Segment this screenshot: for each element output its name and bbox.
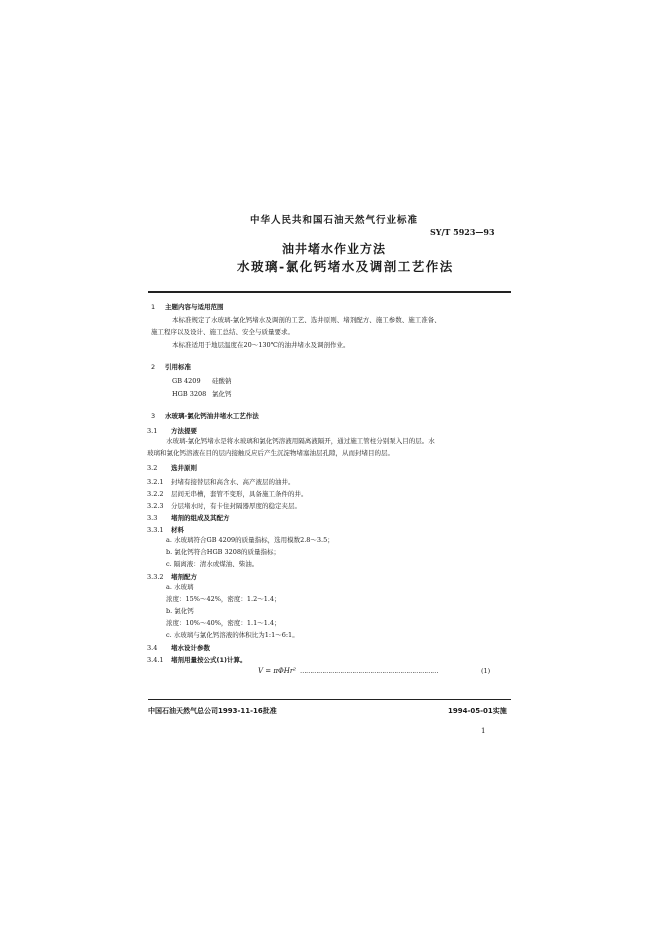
list-item (147, 477, 295, 486)
formula-line: a. 水玻璃 (166, 583, 194, 591)
subsection-3-3-heading (147, 513, 230, 522)
section-1-para1-line1: 本标准规定了水玻璃-氯化钙堵水及调剖的工艺、选井原则、堵剂配方、施工参数、施工准备、 (172, 316, 441, 324)
section-number: 2 (151, 363, 156, 371)
subsection-number: 3.1 (147, 427, 158, 435)
section-title: 主题内容与适用范围 (165, 303, 224, 311)
subsection-3-2-heading (147, 463, 197, 472)
reference-code: GB 4209 (172, 377, 201, 385)
reference-name: 氯化钙 (212, 390, 232, 398)
standard-type: 中华人民共和国石油天然气行业标准 (250, 215, 419, 226)
formula-line: c. 水玻璃与氯化钙溶液的体积比为1:1～6:1。 (166, 631, 299, 639)
list-item (147, 489, 308, 498)
subsection-3-1-line2: 玻璃和氯化钙溶液在目的层内接触反应后产生沉淀物堵塞油层孔隙，从而封堵目的层。 (147, 449, 394, 457)
subsection-3-4-1 (147, 655, 246, 664)
item-number: 3.2.3 (147, 502, 164, 510)
section-number: 3 (151, 412, 156, 420)
item-number: 3.2.1 (147, 478, 164, 486)
subsection-number: 3.2 (147, 464, 158, 472)
reference-code: HGB 3208 (172, 390, 207, 398)
document-title: 油井堵水作业方法 (282, 242, 387, 256)
section-1-para1-line2: 施工程序以及设计、施工总结、安全与质量要求。 (151, 328, 294, 336)
document-subtitle: 水玻璃-氯化钙堵水及调剖工艺作法 (237, 259, 454, 274)
reference-item (172, 378, 232, 385)
subsection-3-3-1-heading (147, 525, 184, 534)
section-title: 引用标准 (165, 363, 191, 371)
subsection-number: 3.4.1 (147, 656, 164, 664)
subsection-title: 选井原则 (171, 464, 197, 472)
footer-rule (148, 699, 511, 700)
list-item (147, 501, 301, 510)
subsection-title: 堵剂配方 (171, 573, 197, 581)
subsection-title: 堵剂的组成及其配方 (171, 514, 230, 522)
subsection-title: 材料 (171, 526, 184, 534)
section-1-para2: 本标准适用于地层温度在20～130℃的油井堵水及调剖作业。 (172, 341, 350, 349)
section-3-heading (151, 411, 259, 420)
material-item: c. 隔离液：清水或煤油、柴油。 (166, 560, 259, 568)
item-text: 层间无串槽，套管不变形，具备施工条件的井。 (171, 490, 308, 498)
subsection-3-1-line1: 水玻璃-氯化钙堵水是将水玻璃和氯化钙溶液用隔离液隔开，通过施工管柱分别泵入目的层。水 (166, 437, 435, 445)
header-rule (148, 291, 511, 293)
item-number: 3.2.2 (147, 490, 164, 498)
page-number: 1 (481, 727, 486, 735)
formula-line: 浓度：15%～42%，密度：1.2～1.4； (166, 595, 281, 603)
subsection-3-3-2-heading (147, 572, 197, 581)
subsection-3-4-heading (147, 643, 210, 652)
material-item: b. 氯化钙符合HGB 3208的质量指标； (166, 548, 281, 556)
reference-name: 硅酸钠 (212, 377, 232, 385)
formula-line: b. 氯化钙 (166, 607, 194, 615)
section-number: 1 (151, 303, 156, 311)
section-2-heading (151, 362, 191, 371)
subsection-number: 3.3.1 (147, 526, 164, 534)
reference-item (172, 391, 232, 398)
formula-leader-dots: …………………………………………………………… (300, 667, 438, 675)
formula-line: 浓度：10%～40%，密度：1.1～1.4； (166, 619, 281, 627)
formula-number: (1) (481, 667, 491, 675)
standard-number: SY/T 5923—93 (430, 227, 495, 237)
subsection-number: 3.3 (147, 514, 158, 522)
approval-date: 中国石油天然气总公司1993-11-16批准 (148, 707, 277, 715)
item-text: 封堵有接替层和高含水、高产液层的油井。 (171, 478, 295, 486)
subsection-text: 堵剂用量按公式(1)计算。 (171, 656, 247, 664)
subsection-number: 3.4 (147, 644, 158, 652)
subsection-title: 堵水设计参数 (171, 644, 210, 652)
section-title: 水玻璃-氯化钙油井堵水工艺作法 (165, 412, 259, 420)
effective-date: 1994-05-01实施 (448, 707, 507, 715)
subsection-title: 方法提要 (171, 427, 197, 435)
formula: V = πΦHr² (258, 667, 296, 675)
material-item: a. 水玻璃符合GB 4209的质量指标，选用模数2.8～3.5； (166, 536, 334, 544)
subsection-3-1-heading (147, 426, 197, 435)
section-1-heading (151, 302, 224, 311)
item-text: 分层堵水时，有卡住封隔器厚度的稳定夹层。 (171, 502, 301, 510)
subsection-number: 3.3.2 (147, 573, 164, 581)
